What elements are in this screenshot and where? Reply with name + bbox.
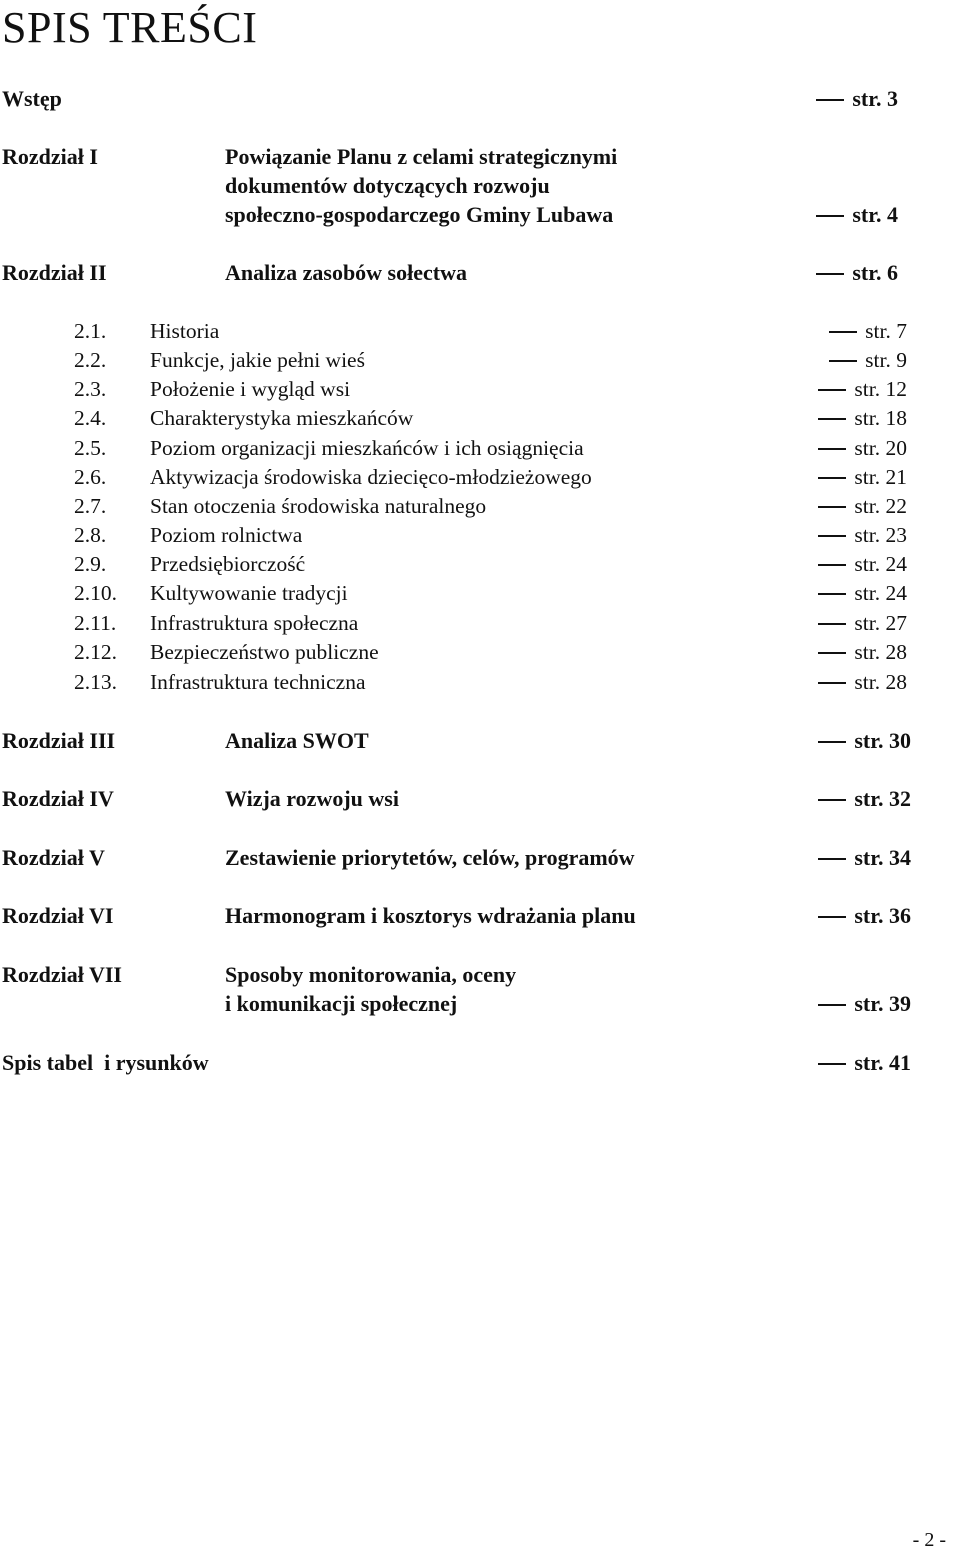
subsection-number: 2.11.: [74, 611, 117, 635]
subsection-number: 2.5.: [74, 436, 107, 460]
chapter-title-line: Powiązanie Planu z celami strategicznymi: [225, 144, 618, 169]
page-number: str. 18: [854, 406, 907, 430]
page-number: str. 22: [854, 494, 907, 518]
chapter-title-line: Harmonogram i kosztorys wdrażania planu: [225, 903, 636, 928]
toc-chapter-2[interactable]: [0, 258, 960, 288]
toc-entry-intro[interactable]: [0, 84, 960, 114]
page-number: str. 39: [854, 991, 911, 1016]
leader-dash: [818, 564, 846, 566]
toc-page-ref: [818, 578, 907, 608]
toc-subsection[interactable]: [0, 433, 960, 463]
toc-page-ref: [818, 667, 907, 697]
toc-page-ref: [816, 84, 898, 114]
leader-dash: [818, 1063, 846, 1066]
subsection-title: Historia: [150, 319, 220, 343]
toc-page-ref: [818, 374, 907, 404]
leader-dash: [818, 389, 846, 391]
page-number: str. 7: [865, 319, 907, 343]
chapter-number: Rozdział VII: [2, 962, 122, 987]
leader-dash: [829, 331, 857, 333]
page-number: str. 3: [852, 86, 898, 111]
page-number: str. 6: [852, 260, 898, 285]
leader-dash: [818, 682, 846, 684]
toc-chapter-1[interactable]: [0, 142, 960, 172]
toc-page-ref: [818, 520, 907, 550]
toc-page-ref: [829, 316, 907, 346]
leader-dash: [816, 99, 844, 102]
chapter-number: Rozdział VI: [2, 903, 114, 928]
page-number: str. 34: [854, 845, 911, 870]
toc-page-ref: [818, 491, 907, 521]
toc-chapter-7-line-2: [0, 989, 960, 1019]
chapter-number: Rozdział V: [2, 845, 105, 870]
leader-dash: [816, 273, 844, 276]
subsection-title: Infrastruktura techniczna: [150, 670, 366, 694]
toc-page-ref: [818, 843, 911, 873]
chapter-number: Rozdział IV: [2, 786, 114, 811]
chapter-title-line: Analiza zasobów sołectwa: [225, 260, 467, 285]
toc-chapter-1-line-3: [0, 200, 960, 230]
toc-subsection[interactable]: [0, 403, 960, 433]
leader-dash: [818, 916, 846, 919]
page-number: str. 27: [854, 611, 907, 635]
page-number: str. 20: [854, 436, 907, 460]
subsection-number: 2.12.: [74, 640, 117, 664]
leader-dash: [818, 1004, 846, 1007]
toc-page-ref: [829, 345, 907, 375]
subsection-title: Poziom rolnictwa: [150, 523, 303, 547]
toc-subsection[interactable]: [0, 667, 960, 697]
subsection-title: Funkcje, jakie pełni wieś: [150, 348, 365, 372]
page-number: str. 23: [854, 523, 907, 547]
toc-subsection[interactable]: [0, 608, 960, 638]
footer-page-number: - 2 -: [912, 1529, 946, 1551]
subsection-number: 2.2.: [74, 348, 107, 372]
toc-subsection[interactable]: [0, 578, 960, 608]
chapter-title-line: Zestawienie priorytetów, celów, programów: [225, 845, 635, 870]
leader-dash: [818, 652, 846, 654]
page-number: str. 32: [854, 786, 911, 811]
toc-page-ref: [818, 462, 907, 492]
toc-page-ref: [818, 403, 907, 433]
toc-subsection[interactable]: [0, 316, 960, 346]
toc-subsection[interactable]: [0, 549, 960, 579]
subsection-number: 2.10.: [74, 581, 117, 605]
page-number: str. 41: [854, 1050, 911, 1075]
toc-subsection[interactable]: [0, 491, 960, 521]
subsection-number: 2.6.: [74, 465, 107, 489]
toc-page-ref: [818, 784, 911, 814]
leader-dash: [818, 858, 846, 861]
page-number: str. 24: [854, 552, 907, 576]
subsection-number: 2.9.: [74, 552, 107, 576]
subsection-title: Aktywizacja środowiska dziecięco-młodzieżowego: [150, 465, 592, 489]
toc-page-ref: [818, 433, 907, 463]
subsection-number: 2.1.: [74, 319, 107, 343]
subsection-title: Infrastruktura społeczna: [150, 611, 359, 635]
chapter-title-line: Analiza SWOT: [225, 728, 369, 753]
leader-dash: [818, 448, 846, 450]
chapter-number: Rozdział II: [2, 260, 107, 285]
toc-chapter-7[interactable]: [0, 960, 960, 990]
toc-subsection[interactable]: [0, 520, 960, 550]
chapter-title-line: dokumentów dotyczących rozwoju: [225, 173, 550, 198]
chapter-title-line: Sposoby monitorowania, oceny: [225, 962, 517, 987]
leader-dash: [818, 477, 846, 479]
chapter-title-line: społeczno-gospodarczego Gminy Lubawa: [225, 202, 614, 227]
subsection-title: Stan otoczenia środowiska naturalnego: [150, 494, 487, 518]
page-number: str. 30: [854, 728, 911, 753]
toc-page-ref: [818, 1048, 911, 1078]
toc-page-ref: [818, 989, 911, 1019]
toc-chapter-3[interactable]: [0, 726, 960, 756]
subsection-title: Kultywowanie tradycji: [150, 581, 348, 605]
page-number: str. 21: [854, 465, 907, 489]
toc-chapter-1-line-2: [0, 171, 960, 201]
leader-dash: [818, 593, 846, 595]
leader-dash: [818, 418, 846, 420]
subsection-title: Poziom organizacji mieszkańców i ich osiągnięcia: [150, 436, 584, 460]
toc-subsection[interactable]: [0, 345, 960, 375]
toc-subsection[interactable]: [0, 637, 960, 667]
page-number: str. 28: [854, 640, 907, 664]
toc-chapter-6[interactable]: [0, 901, 960, 931]
page-number: str. 12: [854, 377, 907, 401]
toc-chapter-5[interactable]: [0, 843, 960, 873]
leader-dash: [818, 506, 846, 508]
chapter-number: Rozdział III: [2, 728, 116, 753]
subsection-number: 2.7.: [74, 494, 107, 518]
subsection-number: 2.3.: [74, 377, 107, 401]
subsection-title: Bezpieczeństwo publiczne: [150, 640, 379, 664]
leader-dash: [818, 535, 846, 537]
page-number: str. 24: [854, 581, 907, 605]
page-number: str. 9: [865, 348, 907, 372]
leader-dash: [829, 360, 857, 362]
leader-dash: [816, 215, 844, 218]
subsection-title: Charakterystyka mieszkańców: [150, 406, 414, 430]
toc-chapter-4[interactable]: [0, 784, 960, 814]
leader-dash: [818, 799, 846, 802]
toc-page-ref: [816, 200, 898, 230]
toc-page-ref: [818, 901, 911, 931]
toc-entry-tables-list[interactable]: [0, 1048, 960, 1078]
subsection-title: Położenie i wygląd wsi: [150, 377, 351, 401]
leader-dash: [818, 623, 846, 625]
page-number: str. 4: [852, 202, 898, 227]
toc-page-ref: [818, 608, 907, 638]
chapter-title-line: Wizja rozwoju wsi: [225, 786, 399, 811]
toc-subsection[interactable]: [0, 462, 960, 492]
toc-page-ref: [818, 549, 907, 579]
page-number: str. 28: [854, 670, 907, 694]
subsection-number: 2.8.: [74, 523, 107, 547]
page-number: str. 36: [854, 903, 911, 928]
toc-page-ref: [818, 637, 907, 667]
toc-entry-label: Wstęp: [2, 86, 62, 111]
page-title: SPIS TREŚCI: [2, 3, 258, 52]
chapter-title-line: i komunikacji społecznej: [225, 991, 458, 1016]
toc-page-ref: [816, 258, 898, 288]
subsection-title: Przedsiębiorczość: [150, 552, 306, 576]
toc-page-ref: [818, 726, 911, 756]
toc-entry-label: Spis tabel i rysunków: [2, 1050, 209, 1075]
chapter-number: Rozdział I: [2, 144, 98, 169]
subsection-number: 2.13.: [74, 670, 117, 694]
toc-subsection[interactable]: [0, 374, 960, 404]
subsection-number: 2.4.: [74, 406, 107, 430]
leader-dash: [818, 741, 846, 744]
